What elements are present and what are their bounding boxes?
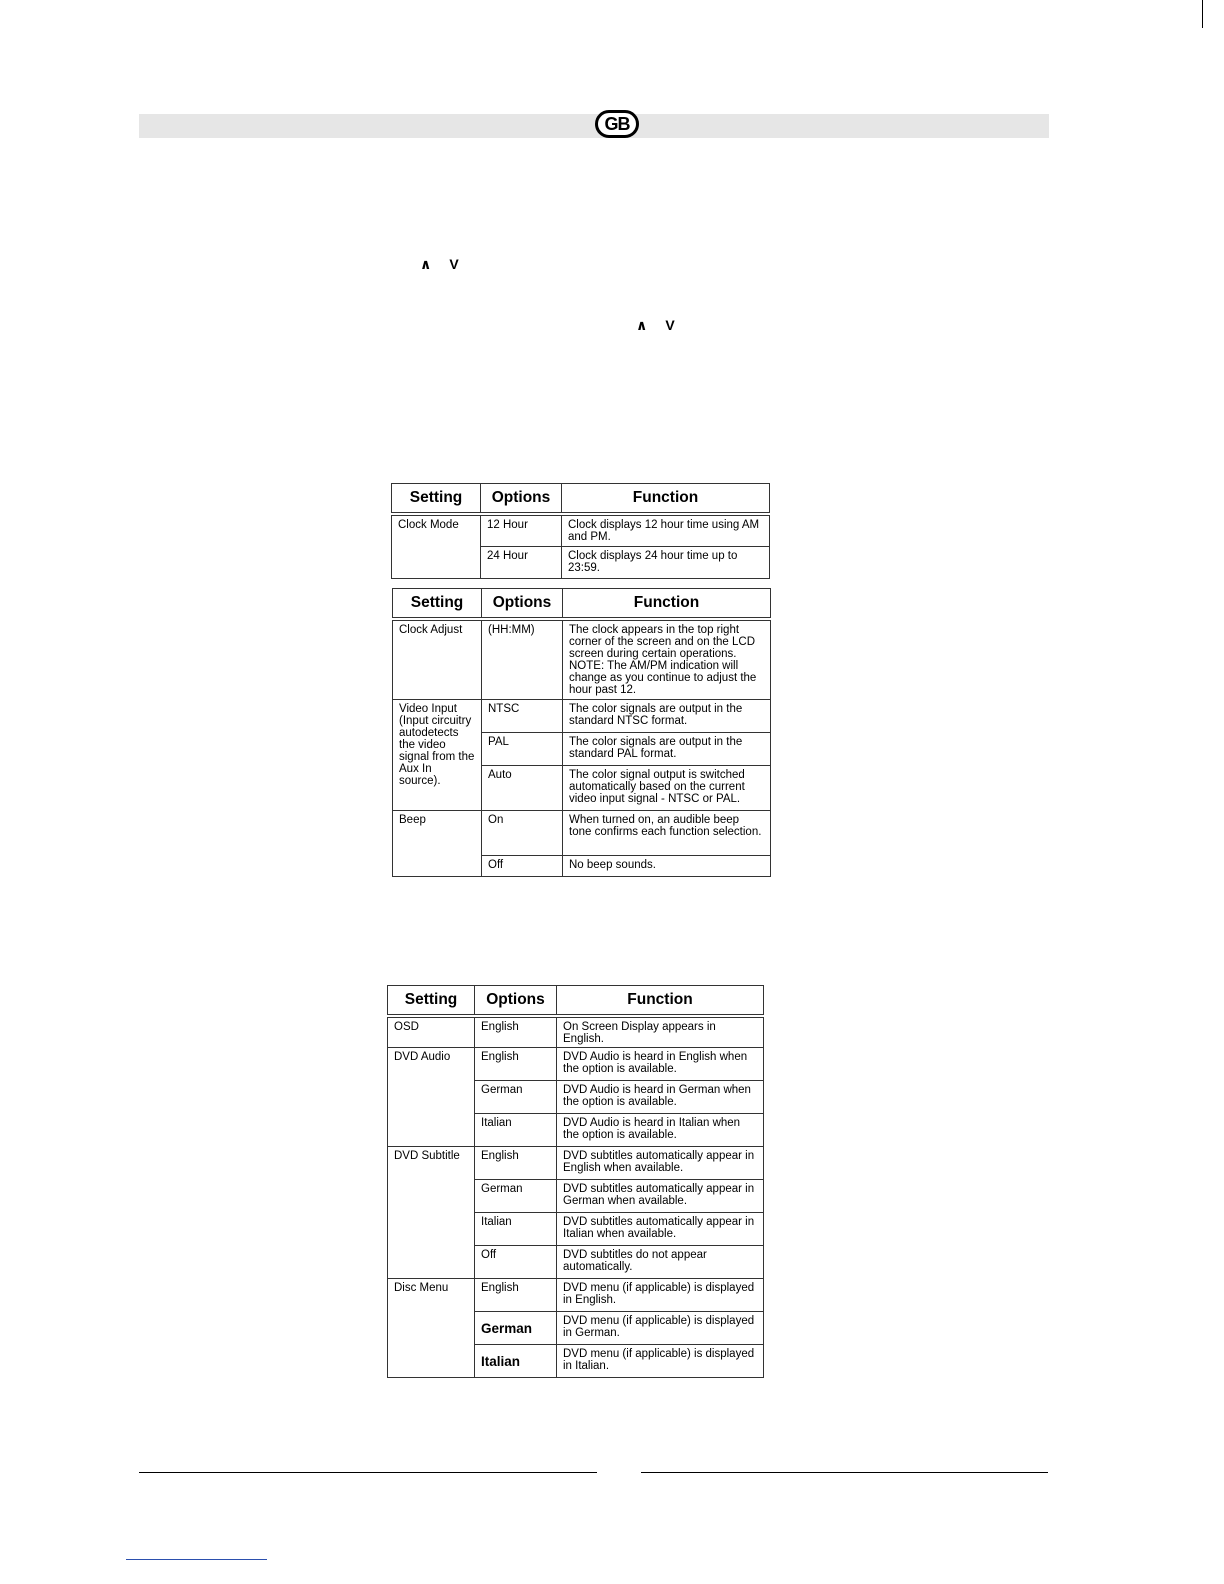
setting-cell: Disc Menu: [388, 1279, 475, 1378]
function-cell: The color signals are output in the standard NTSC format.: [563, 699, 771, 732]
header-bar: [139, 114, 1049, 138]
up-down-arrows-1: [420, 256, 459, 273]
function-cell: DVD subtitles automatically appear in Italian when available.: [557, 1213, 764, 1246]
option-cell: PAL: [482, 732, 563, 765]
setting-cell: Video Input (Input circuitry autodetects the video signal from the Aux In source).: [393, 699, 482, 810]
table-row: [392, 514, 770, 546]
clock-mode-table: [391, 483, 770, 579]
function-cell: When turned on, an audible beep tone confirms each function selection.: [563, 810, 771, 855]
table-row: [393, 699, 771, 732]
function-cell: DVD menu (if applicable) is displayed in Italian.: [557, 1345, 764, 1378]
up-arrow-icon: ∧: [636, 317, 648, 333]
option-cell: English: [475, 1279, 557, 1312]
option-cell: 24 Hour: [481, 546, 562, 578]
function-cell: DVD Audio is heard in German when the option is available.: [557, 1081, 764, 1114]
option-cell: German: [475, 1312, 557, 1345]
table-header-row: [388, 986, 764, 1017]
option-cell: Auto: [482, 765, 563, 810]
up-arrow-icon: ∧: [420, 256, 432, 272]
column-header: Setting: [393, 589, 482, 620]
function-cell: Clock displays 12 hour time using AM and PM.: [562, 514, 770, 546]
setting-cell: DVD Audio: [388, 1048, 475, 1147]
option-cell: On: [482, 810, 563, 855]
option-cell: Off: [482, 855, 563, 876]
column-header: Setting: [388, 986, 475, 1017]
crop-mark-top: [1202, 0, 1203, 28]
option-cell: Italian: [475, 1114, 557, 1147]
function-cell: DVD subtitles automatically appear in German when available.: [557, 1180, 764, 1213]
column-header: Options: [475, 986, 557, 1017]
function-cell: DVD Audio is heard in Italian when the option is available.: [557, 1114, 764, 1147]
table-row: [388, 1279, 764, 1312]
function-cell: DVD subtitles automatically appear in English when available.: [557, 1147, 764, 1180]
language-settings-table: [387, 985, 764, 1378]
table-row: [393, 810, 771, 855]
function-cell: The color signal output is switched automatically based on the current video input signal - NTSC or PAL.: [563, 765, 771, 810]
option-cell: NTSC: [482, 699, 563, 732]
option-cell: German: [475, 1081, 557, 1114]
option-cell: English: [475, 1048, 557, 1081]
down-arrow-icon: V: [665, 317, 675, 333]
option-cell: English: [475, 1016, 557, 1048]
table-header-row: [392, 484, 770, 515]
down-arrow-icon: V: [449, 256, 459, 272]
column-header: Function: [557, 986, 764, 1017]
column-header: Function: [562, 484, 770, 515]
clock-video-beep-table: [392, 588, 771, 877]
option-cell: (HH:MM): [482, 619, 563, 699]
footer-underline: [126, 1559, 267, 1560]
column-header: Setting: [392, 484, 481, 515]
function-cell: DVD Audio is heard in English when the option is available.: [557, 1048, 764, 1081]
setting-cell: DVD Subtitle: [388, 1147, 475, 1279]
setting-cell: Beep: [393, 810, 482, 876]
function-cell: On Screen Display appears in English.: [557, 1016, 764, 1048]
option-cell: Italian: [475, 1213, 557, 1246]
table-header-row: [393, 589, 771, 620]
option-cell: German: [475, 1180, 557, 1213]
column-header: Options: [482, 589, 563, 620]
function-cell: The color signals are output in the standard PAL format.: [563, 732, 771, 765]
function-cell: DVD menu (if applicable) is displayed in German.: [557, 1312, 764, 1345]
option-cell: Italian: [475, 1345, 557, 1378]
function-cell: No beep sounds.: [563, 855, 771, 876]
table-row: [393, 619, 771, 699]
setting-cell: Clock Adjust: [393, 619, 482, 699]
option-cell: English: [475, 1147, 557, 1180]
table-row: [388, 1147, 764, 1180]
function-cell: The clock appears in the top right corner of the screen and on the LCD screen during certain operations. NOTE: The AM/PM indication will change as you continue to adjust the hour past 12.: [563, 619, 771, 699]
footer-rule-left: [139, 1472, 597, 1473]
option-cell: 12 Hour: [481, 514, 562, 546]
setting-cell: Clock Mode: [392, 514, 481, 578]
function-cell: DVD subtitles do not appear automatically.: [557, 1246, 764, 1279]
table-row: [388, 1048, 764, 1081]
table-row: [388, 1016, 764, 1048]
function-cell: DVD menu (if applicable) is displayed in English.: [557, 1279, 764, 1312]
column-header: Function: [563, 589, 771, 620]
up-down-arrows-2: [636, 317, 675, 334]
option-cell: Off: [475, 1246, 557, 1279]
function-cell: Clock displays 24 hour time up to 23:59.: [562, 546, 770, 578]
footer-rule-right: [641, 1472, 1048, 1473]
column-header: Options: [481, 484, 562, 515]
setting-cell: OSD: [388, 1016, 475, 1048]
language-badge: GB: [595, 110, 639, 138]
